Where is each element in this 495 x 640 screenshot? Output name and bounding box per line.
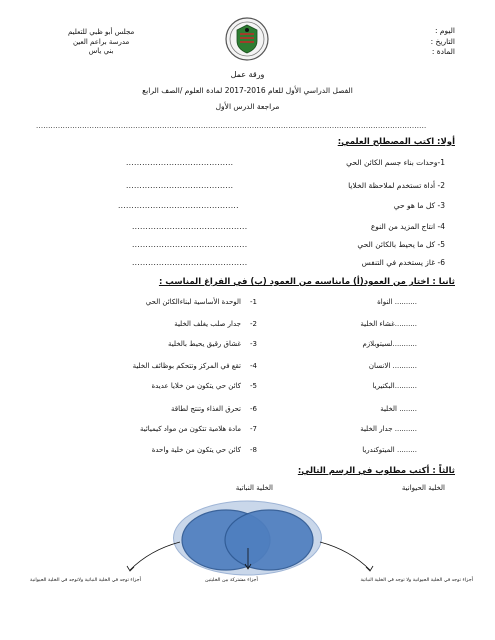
header-school: [68, 28, 134, 57]
column-b-item-3: غشاق رقيق يحيط بالخلية: [168, 340, 241, 348]
term-question-6: 6- غاز يستخدم في التنفس: [361, 258, 445, 267]
term-question-3: 3- كل ما هو حي: [393, 201, 445, 210]
school-logo: [224, 16, 270, 62]
header-meta: [431, 26, 455, 58]
answer-blank-3[interactable]: .............................................: [118, 201, 239, 210]
column-b-number-3: 3-: [250, 340, 257, 348]
column-b-number-2: 2-: [250, 320, 257, 328]
separator-line: .................................................................................................................................................................: [36, 122, 427, 130]
column-b-number-5: 5-: [250, 382, 257, 390]
column-b-number-6: 6-: [250, 405, 257, 413]
section2-heading: ثانيا : اختار من العمود(أ) مايناسبه من العمود (ب) في الفراغ المناسب :: [158, 277, 455, 287]
answer-blank-4[interactable]: ...........................................: [132, 222, 248, 231]
column-b-item-6: تحرق الغذاء وتنتج لطاقة: [171, 405, 241, 413]
column-a-item-5: ..........البكتيريا: [372, 382, 417, 390]
column-b-item-4: تقع في المركز وتتحكم بوظائف الخلية: [132, 362, 241, 370]
term-question-4: 4- انتاج المزيد من النوع: [370, 222, 445, 231]
day-label: اليوم :: [434, 26, 455, 35]
term-question-5: 5- كل ما يحيط بالكائن الحي: [357, 240, 445, 249]
section1-heading: أولا: اكتب المصطلح العلمي:: [337, 137, 455, 147]
answer-blank-1[interactable]: ........................................: [126, 158, 234, 167]
term-question-1: 1-وحدات بناء جسم الكائن الحي: [346, 158, 445, 167]
school-name: مدرسة براعم العين: [72, 37, 130, 46]
plant-cell-label: الخلية النباتية: [235, 484, 273, 492]
subject-label: المادة :: [431, 47, 455, 56]
animal-cell-label: الخلية الحيوانية: [401, 484, 445, 492]
column-b-item-5: كائن حي يتكون من خلايا عديدة: [151, 382, 241, 390]
council-name: مجلس أبو ظبي للتعليم: [68, 28, 135, 36]
column-a-item-7: .......... جدار الخلية: [360, 425, 417, 433]
column-b-number-7: 7-: [250, 425, 257, 433]
term-question-2: 2- أداة تستخدم لملاحظة الخلايا: [348, 181, 445, 190]
column-b-number-4: 4-: [250, 362, 257, 370]
column-b-item-8: كائن حي يتكون من خلية واحدة: [151, 446, 241, 454]
venn-caption-animal-only: أجزاء توجد في الخلية الحيوانية ولا توجد في الخلية النباتية: [360, 578, 473, 583]
column-b-number-1: 1-: [250, 298, 257, 306]
answer-blank-5[interactable]: ...........................................: [132, 240, 248, 249]
venn-arrows: [70, 540, 430, 580]
date-label: التاريخ :: [430, 36, 455, 46]
column-b-item-2: جدار صلب يغلف الخلية: [174, 320, 241, 328]
column-b-item-1: الوحدة الأساسية لبناءالكائن الحي: [145, 298, 241, 306]
venn-caption-plant-only: أجزاء توجد في الخلية النباتية ولاتوجد في الخلية الحيوانية: [30, 578, 141, 583]
column-b-item-7: مادة هلامية تتكون من مواد كيميائية: [139, 425, 241, 433]
worksheet-subtitle-2: مراجعة الدرس الأول: [215, 102, 280, 111]
column-a-item-6: ........ الخلية: [380, 405, 417, 413]
worksheet-title: ورقة عمل: [230, 70, 265, 79]
answer-blank-6[interactable]: ...........................................: [132, 258, 248, 267]
section3-heading: ثالثاً : أكتب مطلوب في الرسم التالي:: [297, 466, 455, 476]
column-a-item-3: ...........لسيتوبلازم: [362, 340, 417, 348]
column-a-item-4: ........... الانسان: [368, 362, 417, 370]
column-a-item-2: ..........غشاء الخلية: [360, 320, 417, 328]
school-location: بني ياس: [88, 47, 114, 55]
worksheet-subtitle: الفصل الدراسي الأول للعام 2016-2017 لمادة العلوم /الصف الرابع: [142, 86, 353, 95]
column-a-item-8: ......... الميتوكندريا: [362, 446, 417, 454]
answer-blank-2[interactable]: ........................................: [126, 181, 234, 190]
column-b-number-8: 8-: [250, 446, 257, 454]
venn-caption-shared: أجزاء مشتركة بين الخليتين: [205, 578, 258, 583]
column-a-item-1: .......... النواة: [377, 298, 417, 306]
